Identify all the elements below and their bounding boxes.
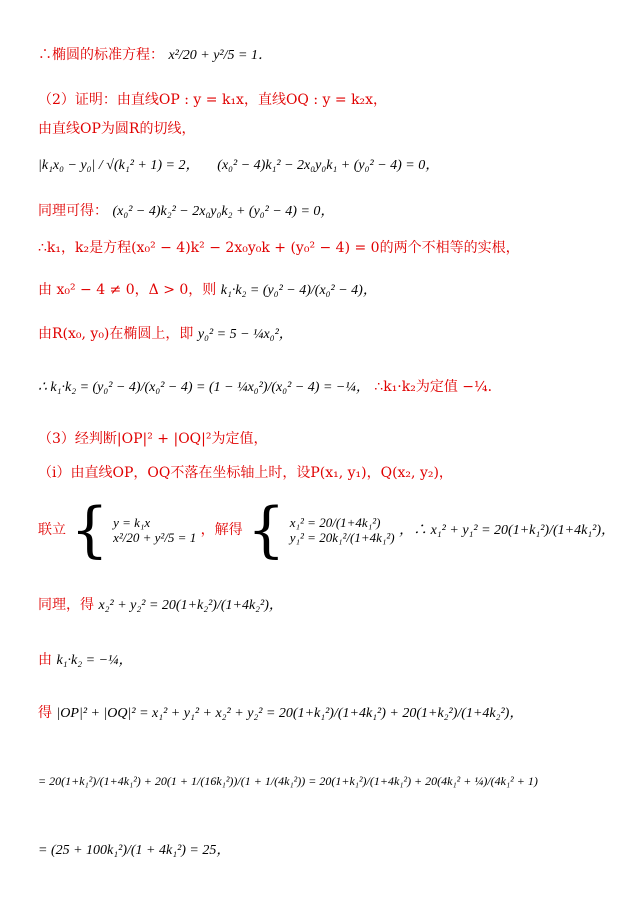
math-product-given: k₁·k₂ = −¼， <box>56 653 133 668</box>
line-product <box>38 283 377 298</box>
math-ellipse-equation: x²/20 + y²/5 = 1． <box>168 48 272 63</box>
math-x1y1-sum: ，∴ x₁² + y₁² = 20(1+k₁²)/(1+4k₁²)， <box>399 523 616 538</box>
solution-line-2: y₁² = 20k₁²/(1+4k₁²) <box>289 530 395 545</box>
math-k1-quadratic: (x₀² − 4)k₁² − 2x₀y₀k₁ + (y₀² − 4) = 0， <box>217 158 440 173</box>
line-result <box>38 843 230 858</box>
math-y0-squared: y₀² = 5 − ¼x₀²， <box>197 327 293 342</box>
text-solve: ，解得 <box>200 522 243 538</box>
text-similarly-2: 同理，得 <box>38 597 94 613</box>
line-roots <box>38 241 520 255</box>
math-result: = (25 + 100k₁²)/(1 + 4k₁²) = 25， <box>38 843 231 858</box>
line-from-product <box>38 653 133 668</box>
solution-line-1: x₁² = 20/(1+4k₁²) <box>289 515 381 530</box>
text-part2-intro: （2）证明：由直线OP : y = k₁x，直线OQ : y = k₂x， <box>38 92 388 108</box>
line-part2-intro <box>38 93 387 107</box>
line-sum-expression <box>38 706 523 721</box>
line-similarly-2 <box>38 598 283 613</box>
text-similarly: 同理可得： <box>38 203 108 219</box>
line-similarly <box>38 204 334 219</box>
text-constant: ∴k₁·k₂为定值 −¼． <box>374 379 502 395</box>
line-ellipse-equation <box>38 48 272 63</box>
math-sum-expression: |OP|² + |OQ|² = x₁² + y₁² + x₂² + y₂² = 20(1+k₁²)/(1+4k₁²) + 20(1+k₂²)/(1+4k₂²)， <box>56 706 524 721</box>
solution-system <box>290 514 395 546</box>
line-on-ellipse <box>38 327 293 342</box>
math-x2y2-sum: x₂² + y₂² = 20(1+k₂²)/(1+4k₂²)， <box>98 598 283 613</box>
system-line-2: x²/20 + y²/5 = 1 <box>113 530 197 545</box>
line-tangent <box>38 122 195 136</box>
line-case-i <box>38 466 453 480</box>
text-roots: ∴k₁，k₂是方程(x₀² − 4)k² − 2x₀y₀k + (y₀² − 4) = 0的两个不相等的实根， <box>38 240 520 256</box>
text-ellipse-prefix: ∴椭圆的标准方程： <box>38 47 164 63</box>
left-brace-icon: { <box>70 495 109 565</box>
text-case-i: （i）由直线OP，OQ不落在坐标轴上时，设P(x₁, y₁)，Q(x₂, y₂)， <box>38 465 453 481</box>
left-brace-icon: { <box>247 495 286 565</box>
text-get: 得 <box>38 705 52 721</box>
math-product-value: ∴ k₁·k₂ = (y₀² − 4)/(x₀² − 4) = (1 − ¼x₀²)/(x₀² − 4) = −¼， <box>38 380 370 395</box>
math-product: k₁·k₂ = (y₀² − 4)/(x₀² − 4)， <box>220 283 377 298</box>
line-system <box>38 495 616 565</box>
equation-system <box>113 514 196 546</box>
system-line-1: y = k₁x <box>113 515 151 530</box>
line-part3-intro <box>38 432 267 446</box>
text-tangent: 由直线OP为圆R的切线， <box>38 121 196 137</box>
line-substitution <box>38 774 538 788</box>
text-from: 由 <box>38 652 52 668</box>
math-distance-frac: |k₁x₀ − y₀| / √(k₁² + 1) = 2， <box>38 158 200 173</box>
math-substitution: = 20(1+k₁²)/(1+4k₁²) + 20(1 + 1/(16k₁²))/(1 + 1/(4k₁²)) = 20(1+k₁²)/(1+4k₁²) + 20(4k₁² + ¼)/(4k₁² + 1) <box>38 774 538 788</box>
text-product-prefix: 由 x₀² − 4 ≠ 0，Δ > 0，则 <box>38 282 217 298</box>
math-k2-quadratic: (x₀² − 4)k₂² − 2x₀y₀k₂ + (y₀² − 4) = 0， <box>112 204 335 219</box>
line-constant <box>38 380 502 395</box>
text-combine: 联立 <box>38 522 66 538</box>
text-part3-intro: （3）经判断|OP|² + |OQ|²为定值， <box>38 431 268 447</box>
text-on-ellipse: 由R(x₀, y₀)在椭圆上，即 <box>38 326 194 342</box>
line-distance <box>38 158 439 173</box>
